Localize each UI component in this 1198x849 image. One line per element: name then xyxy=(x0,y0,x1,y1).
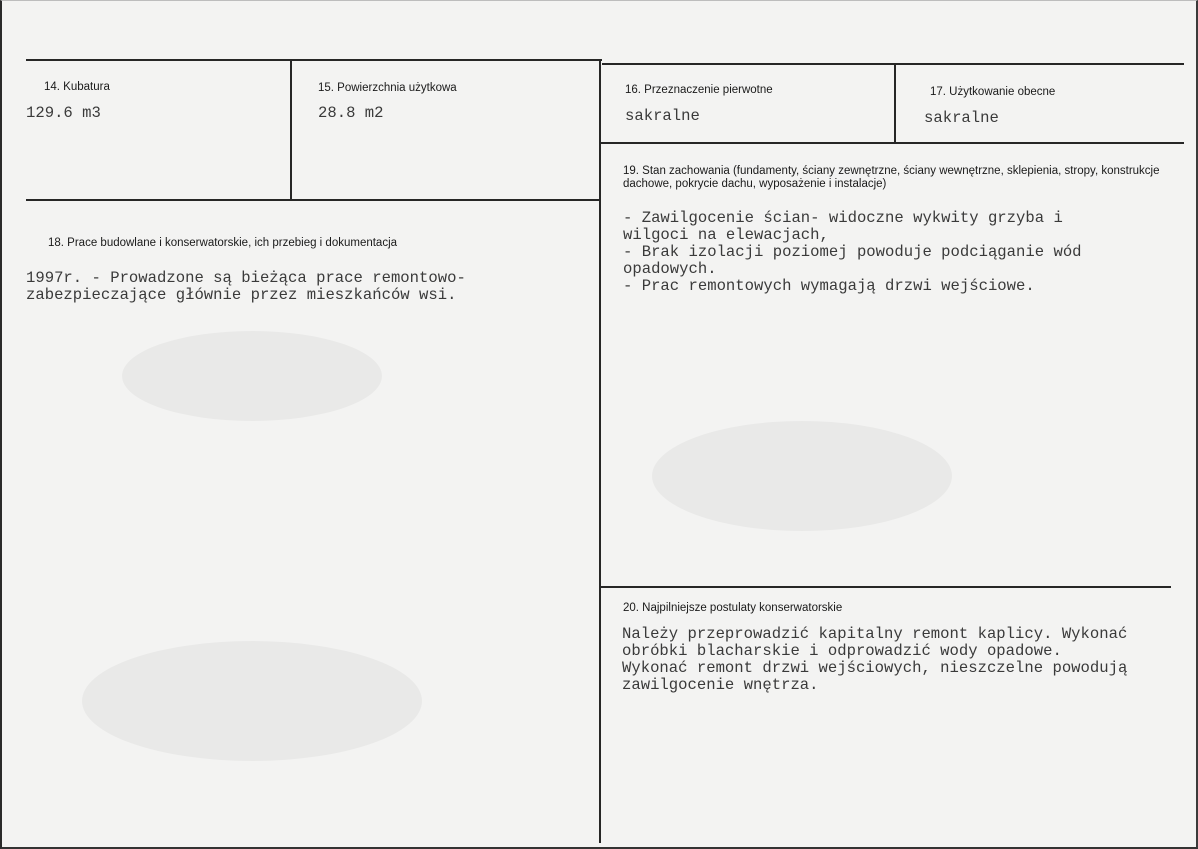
field-15-label: 15. Powierzchnia użytkowa xyxy=(318,82,457,94)
paper-stain xyxy=(652,421,952,531)
grid-line-top-right xyxy=(602,63,1184,65)
field-18-label: 18. Prace budowlane i konserwatorskie, ich przebieg i dokumentacja xyxy=(48,237,398,249)
field-17-label: 17. Użytkowanie obecne xyxy=(930,86,1056,98)
field-19-value: - Zawilgocenie ścian- widoczne wykwity grzyba i wilgoci na elewacjach, - Brak izolacji poziomej powoduje podciąganie wód opadowych. - Prac remontowych wymagają drzwi wejściowe. xyxy=(623,209,1082,295)
field-16-value: sakralne xyxy=(625,107,700,125)
grid-line-v-16-17 xyxy=(894,63,896,143)
grid-line-center xyxy=(599,61,601,843)
paper-stain xyxy=(82,641,422,761)
field-20-value: Należy przeprowadzić kapitalny remont kaplicy. Wykonać obróbki blacharskie i odprowadzić wody opadowe. Wykonać remont drzwi wejściowych, nieszczelne powodują zawilgocenie wnętrza. xyxy=(622,625,1128,694)
grid-line-above-20 xyxy=(600,586,1171,588)
field-19-label: 19. Stan zachowania (fundamenty, ściany zewnętrzne, ściany wewnętrzne, sklepienia, stropy, konstrukcje dachowe, pokrycie dachu, wyposażenie i instalacje) xyxy=(623,165,1160,190)
field-15-value: 28.8 m2 xyxy=(318,104,384,122)
field-16-label: 16. Przeznaczenie pierwotne xyxy=(625,84,773,96)
grid-line-top-left xyxy=(26,59,602,61)
grid-line-under-14-15 xyxy=(26,199,600,201)
grid-line-under-16-17 xyxy=(600,142,1184,144)
field-14-value: 129.6 m3 xyxy=(26,104,101,122)
field-14-label: 14. Kubatura xyxy=(44,81,110,93)
field-18-value: 1997r. - Prowadzone są bieżąca prace remontowo- zabezpieczające głównie przez mieszkańców wsi. xyxy=(26,269,466,304)
paper-stain xyxy=(122,331,382,421)
grid-line-v-14-15 xyxy=(290,59,292,201)
field-20-label: 20. Najpilniejsze postulaty konserwatorskie xyxy=(623,602,843,614)
field-17-value: sakralne xyxy=(924,109,999,127)
